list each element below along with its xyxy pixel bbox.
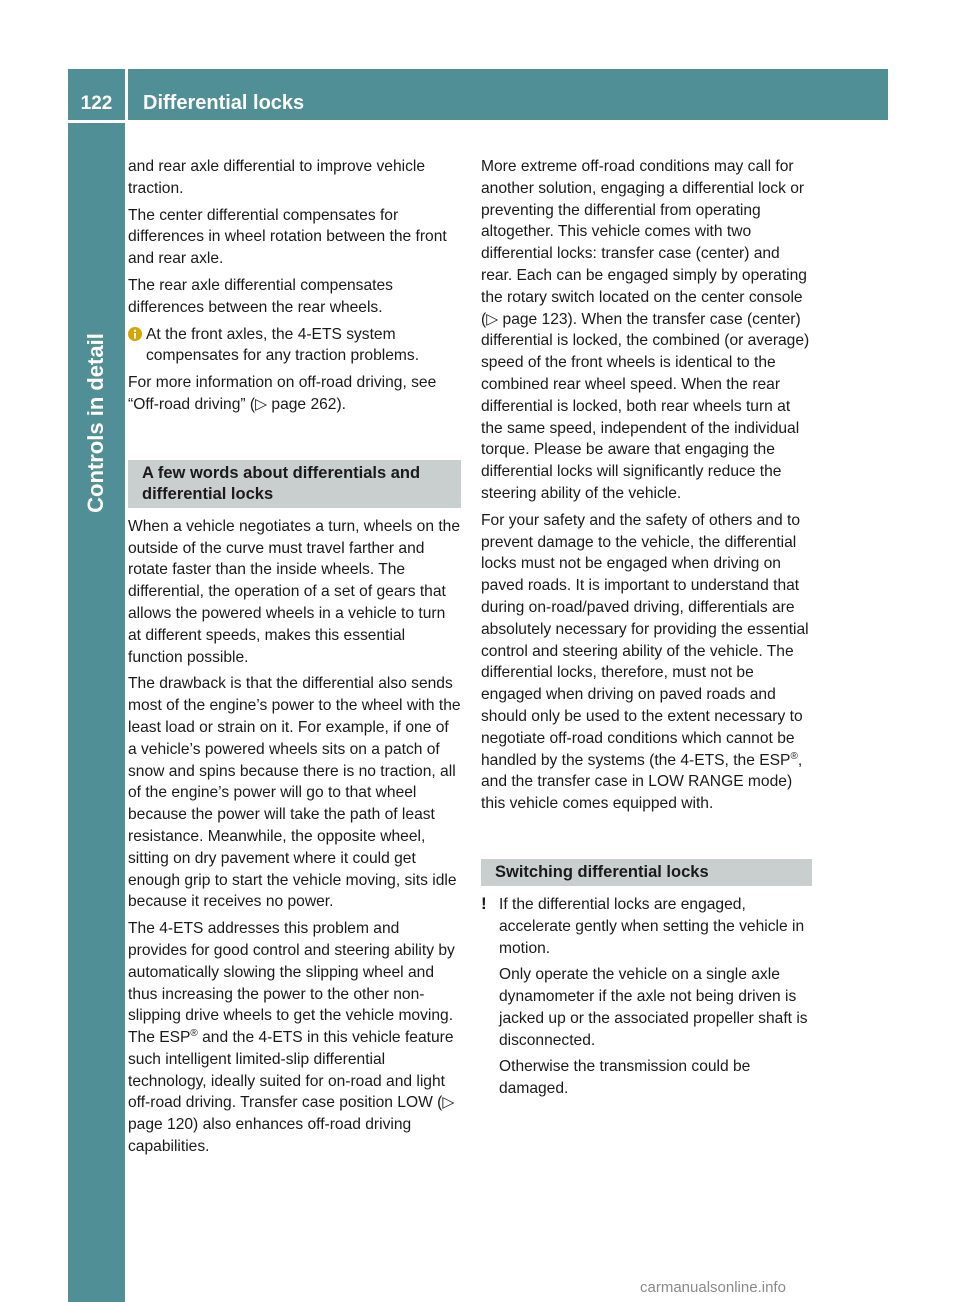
paragraph: [481, 510, 812, 815]
paragraph-text: and the 4-ETS in this vehicle feature such intelligent limited-slip differential technology, ideally suited for on-road and light off-road driving. Transfer case position LOW (▷ page 120) also enhances off-road driving capabilities.: [128, 1029, 455, 1156]
right-column: [481, 156, 812, 1105]
paragraph-text: For your safety and the safety of others and to prevent damage to the vehicle, the differential locks must not be engaged when driving on paved roads. It is important to understand that during on-road/paved driving, differentials are absolutely necessary for providing the essential control and steering ability of the vehicle. The differential locks, therefore, must not be engaged when driving on paved roads and should only be used to the extent necessary to negotiate off-road conditions which cannot be handled by the systems (the 4-ETS, the ESP: [481, 511, 809, 769]
page-title: Differential locks: [143, 92, 305, 114]
paragraph: and rear axle differential to improve vehicle traction.: [128, 158, 426, 197]
info-icon: [128, 327, 142, 341]
registered-mark: ®: [190, 1027, 198, 1039]
paragraph: The drawback is that the differential also sends most of the engine’s power to the wheel with the least load or strain on it. For example, if one of a vehicle’s powered wheels sits on a patch of snow and spins because there is no traction, all of the engine’s power will go to that wheel because the power will take the path of least resistance. Meanwhile, the opposite wheel, sitting on dry pavement where it could get enough grip to start the vehicle moving, sits idle because it receives no power.: [128, 675, 461, 911]
warning-paragraph: Otherwise the transmission could be damaged.: [499, 1058, 751, 1098]
side-section-label-text: Controls in detail: [83, 333, 108, 513]
side-tab: [68, 123, 125, 1302]
info-note: [128, 324, 461, 368]
info-note-text: At the front axles, the 4-ETS system compensates for any traction problems.: [146, 325, 420, 365]
warning-note-text: If the differential locks are engaged, accelerate gently when setting the vehicle in motion.: [499, 895, 805, 957]
paragraph-text: The 4-ETS addresses this problem and provides for good control and steering ability by automatically slowing the slipping wheel and thus increasing the power to the other non-slipping drive wheels to get the vehicle moving. The ESP: [128, 920, 455, 1047]
paragraph: The center differential compensates for differences in wheel rotation between the front and rear axle.: [128, 206, 447, 268]
paragraph: [128, 918, 461, 1158]
paragraph: The rear axle differential compensates differences between the rear wheels.: [128, 276, 393, 316]
registered-mark: ®: [790, 750, 798, 762]
section-heading: Switching differential locks: [481, 859, 812, 886]
paragraph-text: , and the transfer case in LOW RANGE mode) this vehicle comes equipped with.: [481, 751, 803, 813]
warning-paragraph: Only operate the vehicle on a single axle dynamometer if the axle not being driven is jacked up or the associated propeller shaft is disconnected.: [499, 966, 808, 1049]
warning-icon: !: [481, 893, 487, 913]
warning-note: [481, 894, 812, 959]
paragraph: When a vehicle negotiates a turn, wheels on the outside of the curve must travel farther and rotate faster than the inside wheels. The differential, the operation of a set of gears that allows the powered wheels in a vehicle to turn at different speeds, makes this essential function possible.: [128, 517, 461, 666]
paragraph: More extreme off-road conditions may call for another solution, engaging a differential lock or preventing the differential from operating altogether. This vehicle comes with two differential locks: transfer case (center) and rear. Each can be engaged simply by operating the rotary switch located on the center console (▷ page 123). When the transfer case (center) differential is locked, the combined (or average) speed of the front wheels is identical to the combined rear wheel speed. When the rear differential is locked, both rear wheels turn at the same speed, independent of the individual torque. Please be aware that engaging the differential locks will significantly reduce the steering ability of the vehicle.: [481, 158, 810, 502]
section-heading: A few words about differentials and differential locks: [128, 460, 461, 508]
watermark: carmanualsonline.info: [640, 1279, 786, 1296]
page-number: 122: [80, 93, 113, 114]
paragraph: For more information on off-road driving, see “Off-road driving” (▷ page 262).: [128, 374, 437, 413]
left-column: [128, 156, 461, 1163]
